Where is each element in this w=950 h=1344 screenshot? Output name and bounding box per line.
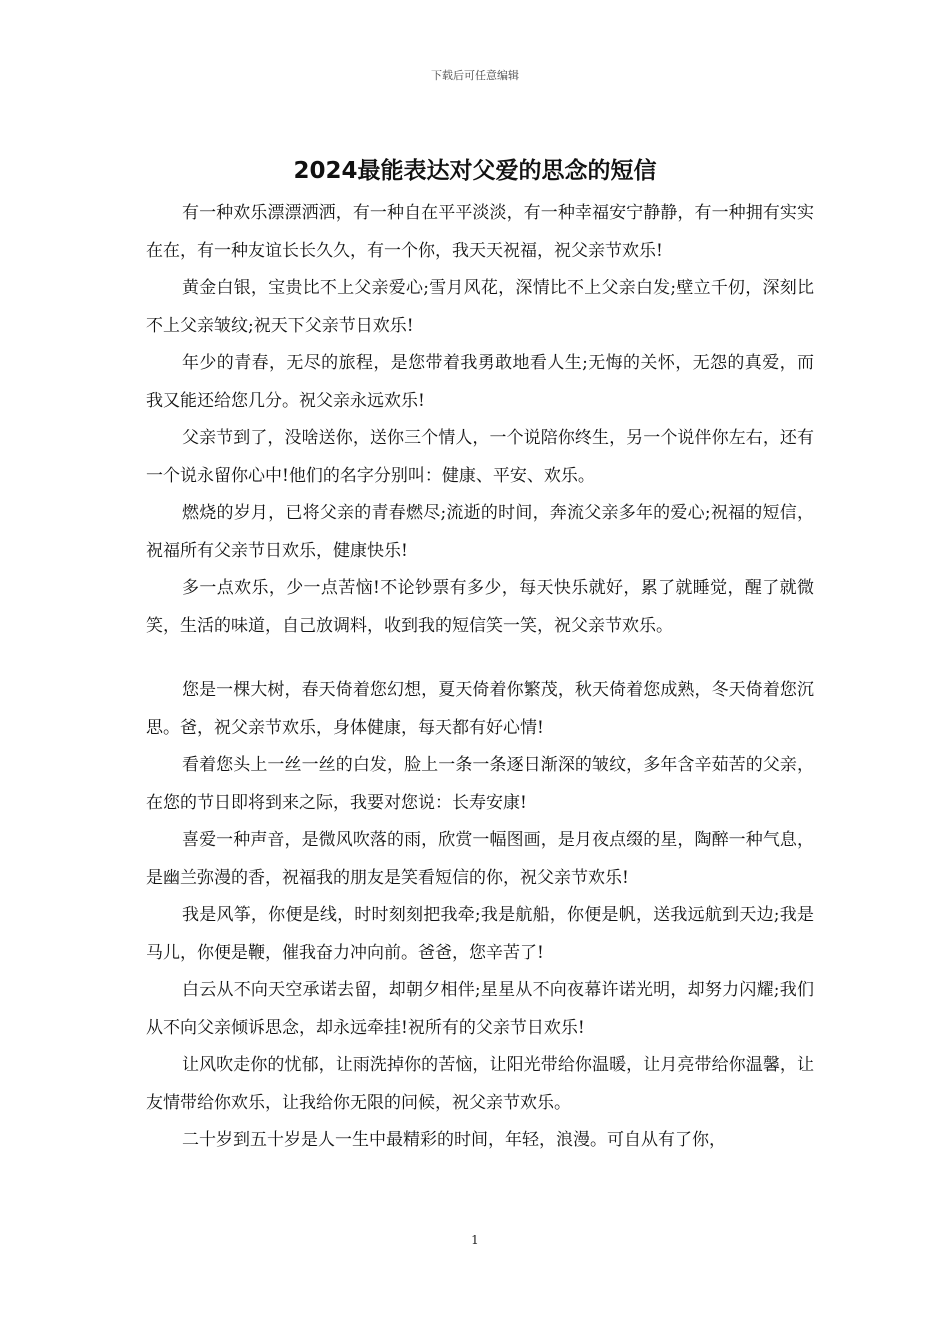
paragraph: 让风吹走你的忧郁，让雨洗掉你的苦恼，让阳光带给你温暖，让月亮带给你温馨，让友情带给你欢乐，让我给你无限的问候，祝父亲节欢乐。	[146, 1055, 814, 1113]
page-number: 1	[471, 1233, 479, 1247]
paragraph: 您是一棵大树，春天倚着您幻想，夏天倚着你繁茂，秋天倚着您成熟，冬天倚着您沉思。爸，祝父亲节欢乐，身体健康，每天都有好心情!	[146, 680, 814, 738]
paragraph: 多一点欢乐，少一点苦恼!不论钞票有多少，每天快乐就好，累了就睡觉，醒了就微笑，生活的味道，自己放调料，收到我的短信笑一笑，祝父亲节欢乐。	[146, 578, 814, 636]
paragraph: 燃烧的岁月，已将父亲的青春燃尽;流逝的时间，奔流父亲多年的爱心;祝福的短信，祝福所有父亲节日欢乐，健康快乐!	[146, 503, 814, 561]
paragraph: 二十岁到五十岁是人一生中最精彩的时间，年轻，浪漫。可自从有了你，	[182, 1130, 726, 1150]
document-title: 2024最能表达对父爱的思念的短信	[293, 158, 657, 184]
paragraph: 黄金白银，宝贵比不上父亲爱心;雪月风花，深情比不上父亲白发;壁立千仞，深刻比不上父亲皱纹;祝天下父亲节日欢乐!	[146, 278, 814, 336]
paragraph: 看着您头上一丝一丝的白发，脸上一条一条逐日渐深的皱纹，多年含辛茹苦的父亲，在您的节日即将到来之际，我要对您说：长寿安康!	[146, 755, 814, 813]
paragraph: 有一种欢乐漂漂洒洒，有一种自在平平淡淡，有一种幸福安宁静静，有一种拥有实实在在，有一种友谊长长久久，有一个你，我天天祝福，祝父亲节欢乐!	[146, 203, 814, 261]
paragraph: 年少的青春，无尽的旅程，是您带着我勇敢地看人生;无悔的关怀，无怨的真爱，而我又能还给您几分。祝父亲永远欢乐!	[146, 353, 814, 411]
paragraph: 白云从不向天空承诺去留，却朝夕相伴;星星从不向夜幕许诺光明，却努力闪耀;我们从不向父亲倾诉思念，却永远牵挂!祝所有的父亲节日欢乐!	[146, 980, 814, 1038]
document-body	[146, 195, 814, 1160]
paragraph: 我是风筝，你便是线，时时刻刻把我牵;我是航船，你便是帆，送我远航到天边;我是马儿，你便是鞭，催我奋力冲向前。爸爸，您辛苦了!	[146, 905, 814, 963]
header-note: 下载后可任意编辑	[431, 69, 519, 82]
paragraph: 父亲节到了，没啥送你，送你三个情人，一个说陪你终生，另一个说伴你左右，还有一个说永留你心中!他们的名字分别叫：健康、平安、欢乐。	[146, 428, 814, 486]
paragraph: 喜爱一种声音，是微风吹落的雨，欣赏一幅图画，是月夜点缀的星，陶醉一种气息，是幽兰弥漫的香，祝福我的朋友是笑看短信的你，祝父亲节欢乐!	[146, 830, 814, 888]
